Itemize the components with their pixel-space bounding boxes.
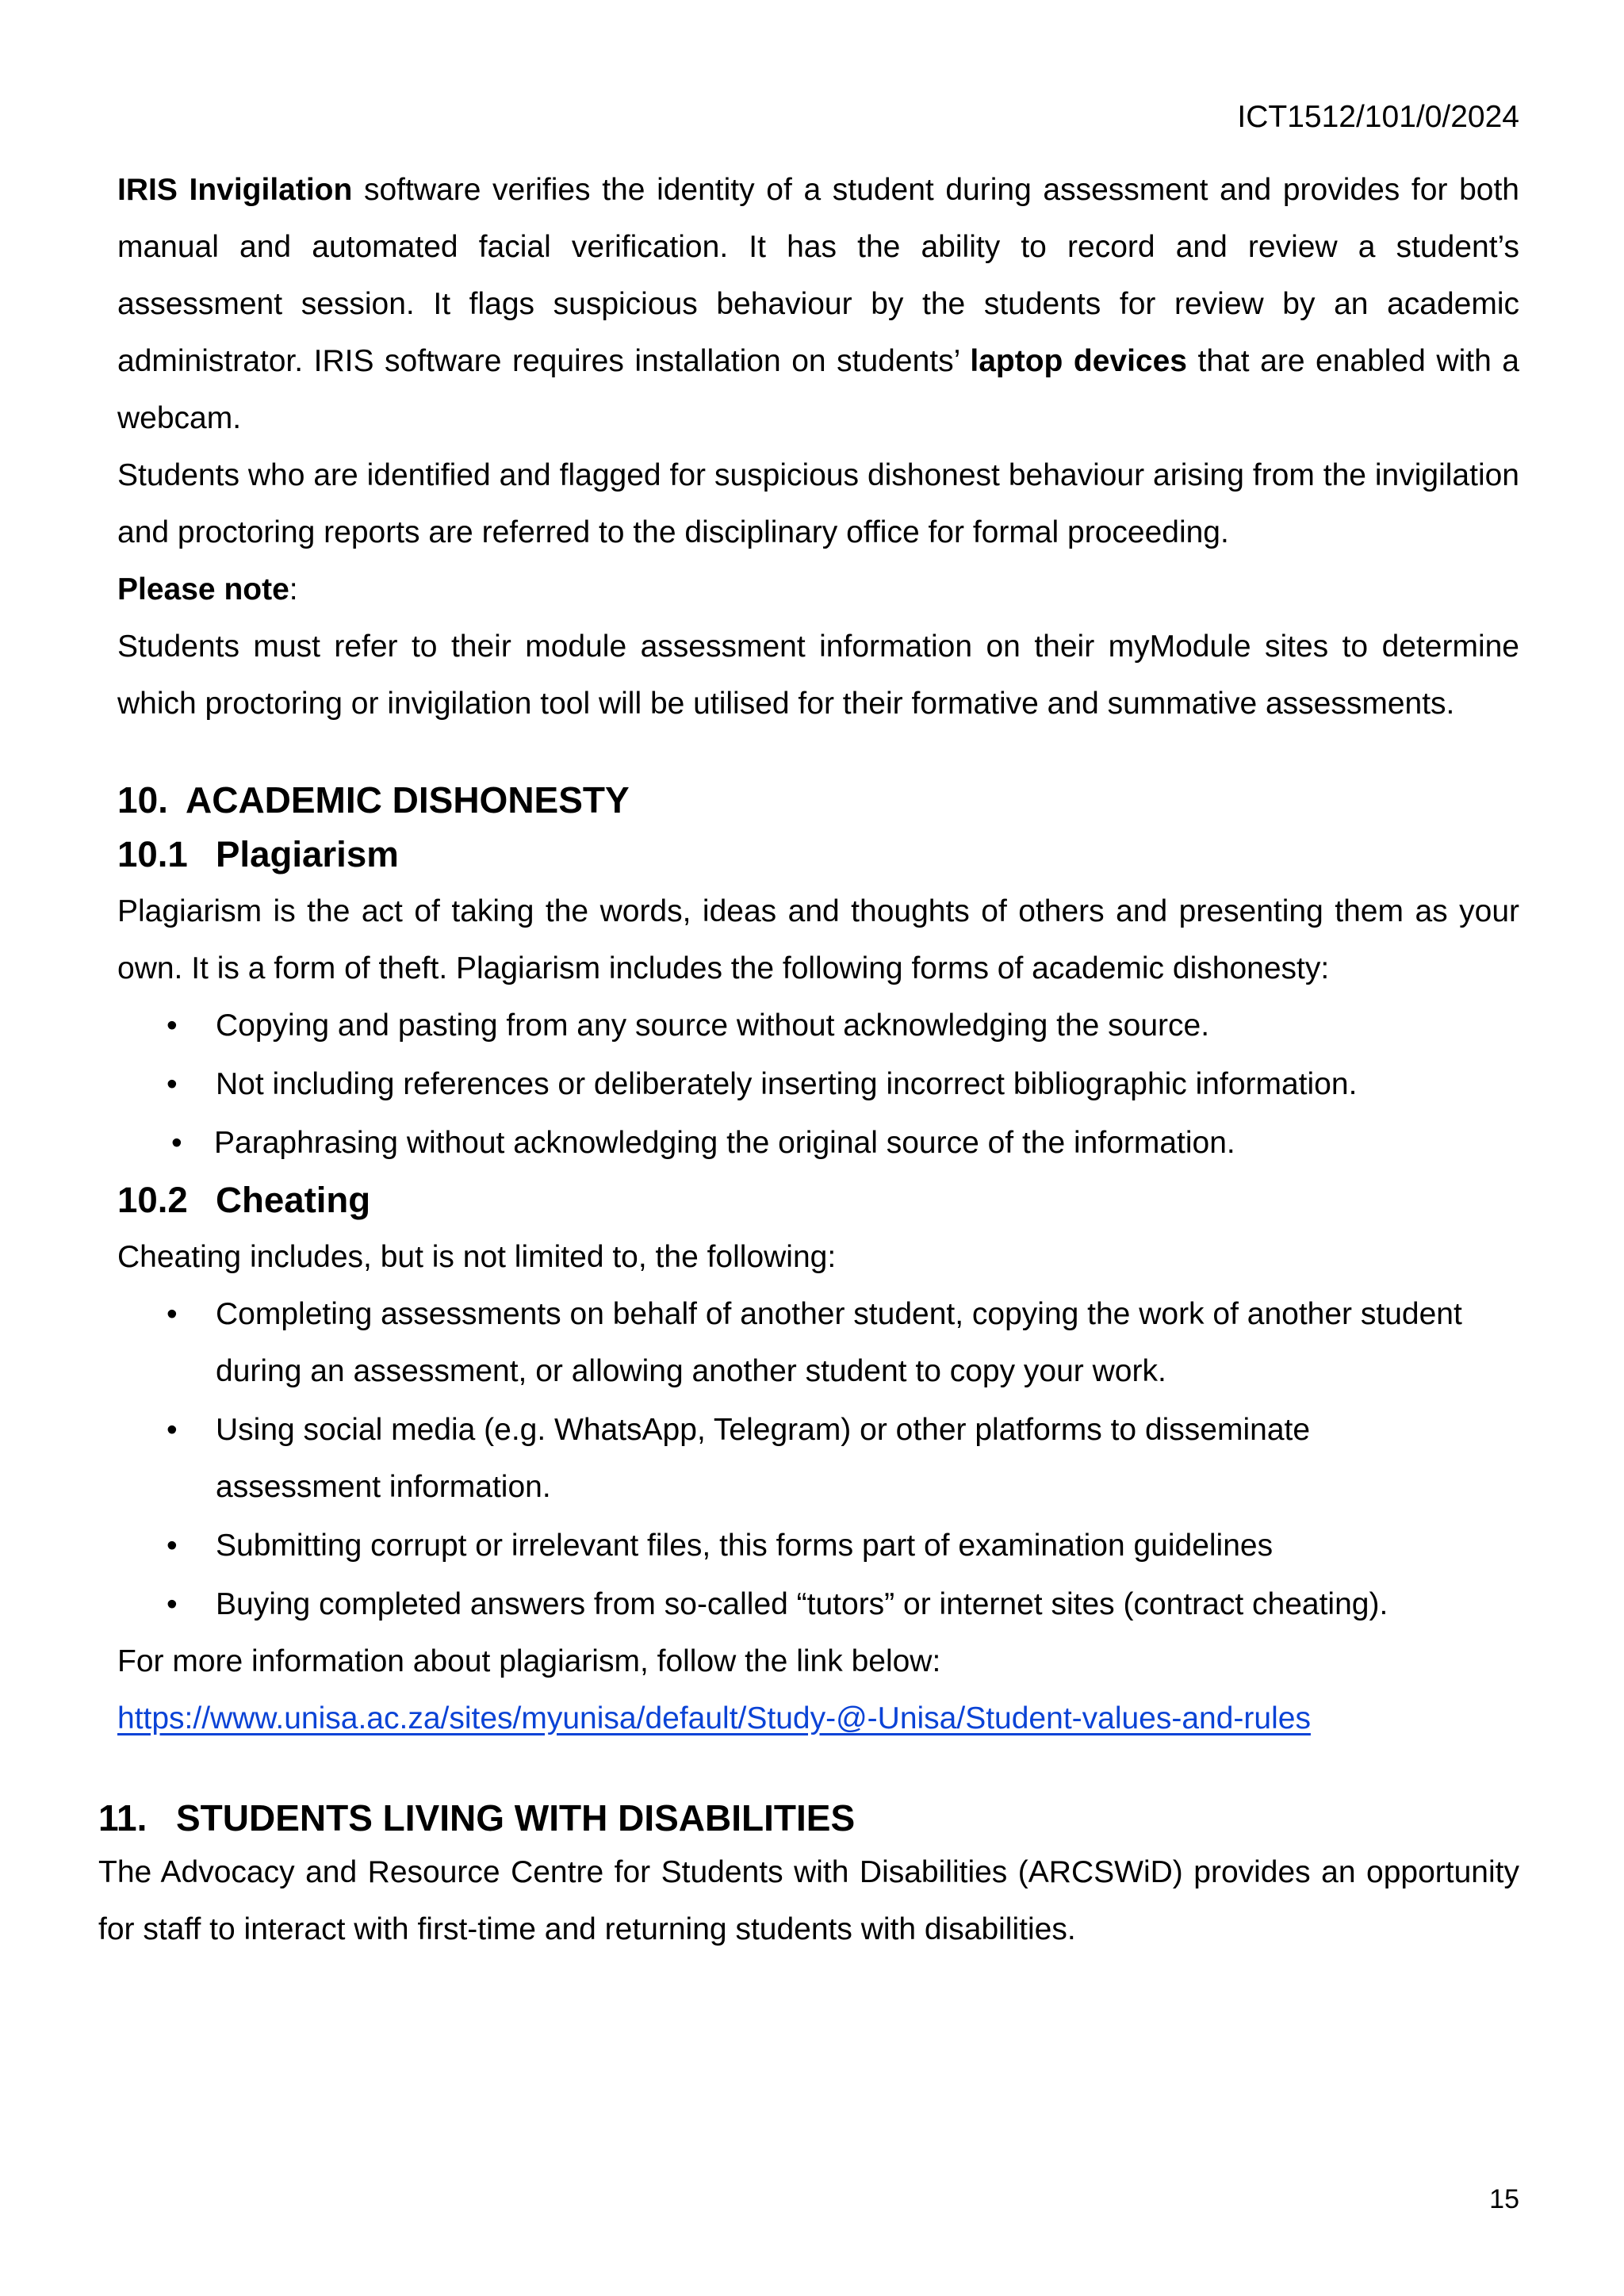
iris-paragraph (117, 162, 1519, 447)
section-11-number: 11. (98, 1797, 147, 1839)
page-number: 15 (1489, 2184, 1519, 2214)
list-item-text: Buying completed answers from so-called “tutors” or internet sites (contract cheating). (216, 1587, 1388, 1621)
document-code: ICT1512/101/0/2024 (1237, 100, 1519, 134)
bullet-icon: • (167, 1297, 178, 1331)
plagiarism-intro: Plagiarism is the act of taking the words, ideas and thoughts of others and presenting them as your own. It is a form of theft. Plagiarism includes the following forms of academic dishonesty: (117, 894, 1519, 985)
list-item-text: Completing assessments on behalf of another student, copying the work of another student during an assessment, or allowing another student to copy your work. (216, 1297, 1462, 1388)
cheating-intro: Cheating includes, but is not limited to, the following: (117, 1240, 837, 1274)
list-item-text: Not including references or deliberately inserting incorrect bibliographic information. (216, 1067, 1358, 1101)
subsection-10-2-heading (117, 1172, 1519, 1229)
subsection-10-2-number: 10.2 (117, 1180, 188, 1220)
section-11-title: STUDENTS LIVING WITH DISABILITIES (176, 1797, 856, 1839)
cheating-list (117, 1286, 1465, 1633)
section-10-number: 10. (117, 779, 168, 821)
please-note-term: Please note (117, 572, 289, 607)
bullet-icon: • (167, 1008, 178, 1043)
list-item (117, 1115, 1519, 1172)
subsection-10-1-heading (117, 826, 1519, 883)
list-item-text: Using social media (e.g. WhatsApp, Telegram) or other platforms to disseminate assessment information. (216, 1413, 1311, 1504)
list-item (117, 1286, 1465, 1400)
student-values-link-line (117, 1690, 1519, 1747)
subsection-10-1-number: 10.1 (117, 834, 188, 874)
section-10-title: ACADEMIC DISHONESTY (186, 779, 630, 821)
section-10-heading (117, 774, 1519, 826)
bullet-icon: • (171, 1126, 182, 1160)
flagged-paragraph: Students who are identified and flagged for suspicious dishonest behaviour arising from the invigilation and proctoring reports are referred to the disciplinary office for formal proceeding. (117, 458, 1519, 549)
list-item (117, 997, 1519, 1054)
iris-text-2: that are enabled with a webcam. (117, 344, 1519, 435)
list-item (117, 1517, 1465, 1575)
please-note-colon: : (289, 572, 298, 607)
more-info-text: For more information about plagiarism, follow the link below: (117, 1644, 941, 1678)
page-content (98, 162, 1519, 1958)
bullet-icon: • (167, 1067, 178, 1101)
list-item (117, 1056, 1519, 1113)
subsection-10-2-title: Cheating (216, 1180, 371, 1220)
please-note-label (117, 561, 1519, 618)
iris-text-1: software verifies the identity of a student during assessment and provides for both manual and automated facial verification. It has the ability to record and review a student’s assessment session. It flags suspicious behaviour by the students for review by an academic administrator. IRIS software requires installation on students’ (117, 173, 1519, 378)
laptop-devices-term: laptop devices (970, 344, 1187, 378)
bullet-icon: • (167, 1587, 178, 1621)
plagiarism-list (117, 997, 1519, 1172)
section-11-heading (98, 1792, 1519, 1844)
bullet-icon: • (167, 1413, 178, 1447)
list-item-text: Submitting corrupt or irrelevant files, this forms part of examination guidelines (216, 1529, 1274, 1563)
disabilities-paragraph: The Advocacy and Resource Centre for Students with Disabilities (ARCSWiD) provides an opportunity for staff to interact with first-time and returning students with disabilities. (98, 1855, 1519, 1946)
subsection-10-1-title: Plagiarism (216, 834, 399, 874)
student-values-link[interactable]: https://www.unisa.ac.za/sites/myunisa/default/Study-@-Unisa/Student-values-and-rules (117, 1701, 1311, 1735)
bullet-icon: • (167, 1529, 178, 1563)
list-item (117, 1576, 1465, 1633)
list-item-text: Paraphrasing without acknowledging the original source of the information. (214, 1126, 1235, 1160)
list-item-text: Copying and pasting from any source without acknowledging the source. (216, 1008, 1210, 1043)
iris-term: IRIS Invigilation (117, 173, 353, 207)
please-note-paragraph: Students must refer to their module assessment information on their myModule sites to determine which proctoring or invigilation tool will be utilised for their formative and summative assessments. (117, 629, 1519, 721)
list-item (117, 1402, 1465, 1516)
